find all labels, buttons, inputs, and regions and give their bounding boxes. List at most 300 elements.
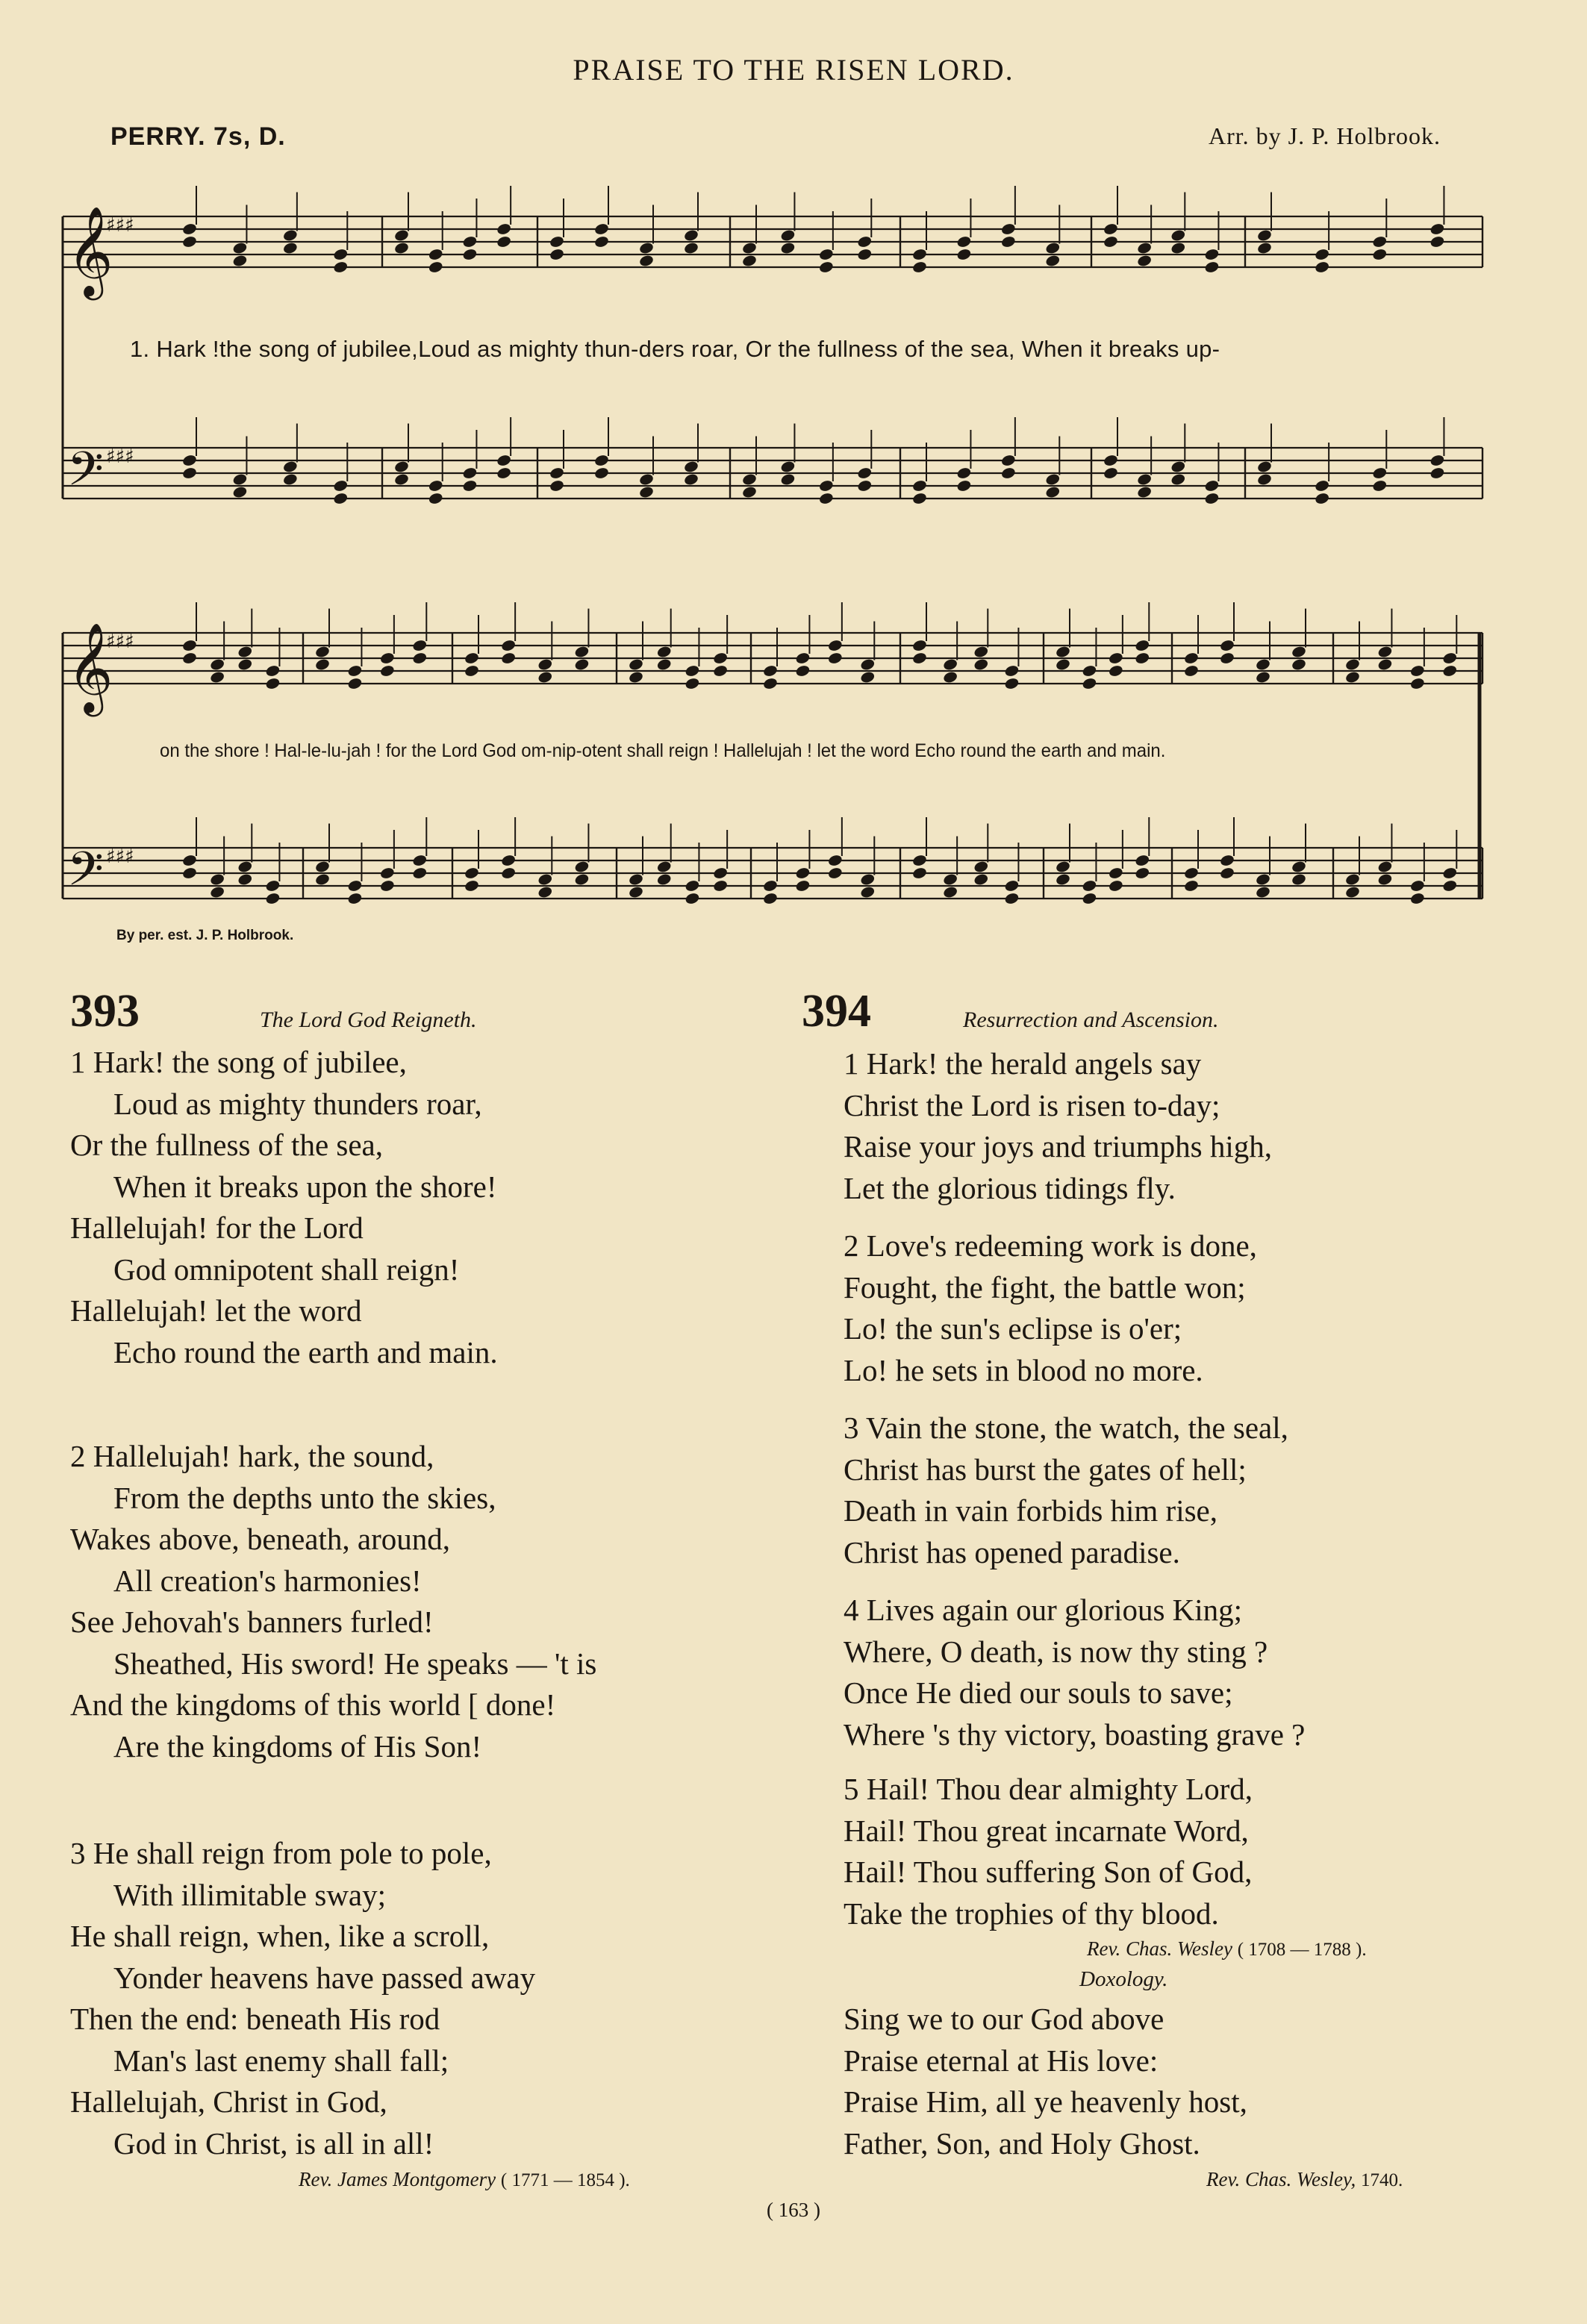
note-head (1219, 652, 1235, 665)
verse-line: Fought, the fight, the battle won; (844, 1269, 1246, 1305)
note-head (1344, 872, 1360, 886)
verse-line: 1 Hark! the herald angels say (844, 1046, 1202, 1081)
note-head (827, 854, 843, 867)
note-head (181, 235, 197, 249)
note-head (1136, 472, 1152, 486)
author-years: 1740. (1360, 2170, 1403, 2190)
note-head (379, 664, 395, 678)
note-head (973, 860, 989, 873)
note-head (1055, 645, 1070, 658)
permission-credit: By per. est. J. P. Holbrook. (116, 928, 294, 943)
hymn-394-stanza-3 (844, 1408, 1288, 1573)
verse-line: See Jehovah's banners furled! (70, 1605, 434, 1639)
note-head (1409, 879, 1425, 893)
note-head (942, 657, 958, 671)
note-head (780, 228, 796, 242)
note-head (549, 248, 564, 261)
note-head (232, 254, 248, 267)
note-head (1170, 472, 1186, 486)
note-head (1004, 879, 1020, 893)
note-head (347, 664, 363, 678)
author-name: Rev. James Montgomery (299, 2168, 496, 2190)
note-head (827, 639, 843, 652)
verse-line: 5 Hail! Thou dear almighty Lord, (844, 1772, 1253, 1806)
arranger-credit: Arr. by J. P. Holbrook. (1208, 122, 1441, 149)
note-head (1314, 248, 1329, 261)
note-head (1108, 879, 1123, 893)
key-signature-icon: ♯♯♯ (106, 446, 134, 468)
note-head (237, 872, 253, 886)
note-head (1204, 248, 1220, 261)
note-head (232, 472, 248, 486)
note-head (956, 466, 972, 480)
note-head (1045, 241, 1061, 254)
hymn-394-attribution (1087, 1937, 1367, 1961)
note-head (712, 879, 728, 893)
note-head (412, 652, 428, 665)
note-head (857, 479, 873, 493)
note-head (496, 454, 511, 467)
note-head (181, 454, 197, 467)
note-head (181, 222, 197, 236)
note-head (638, 241, 654, 254)
note-head (1291, 872, 1306, 886)
note-head (685, 664, 700, 678)
note-head (1204, 260, 1220, 274)
note-head (818, 492, 834, 505)
note-head (549, 235, 564, 249)
note-head (628, 670, 643, 684)
note-head (462, 479, 478, 493)
note-head (741, 254, 757, 267)
note-head (1103, 466, 1118, 480)
note-head (549, 479, 564, 493)
hymn-394-stanza-5 (844, 1769, 1253, 1934)
note-head (1204, 479, 1220, 493)
note-head (393, 228, 409, 242)
note-head (1082, 892, 1097, 905)
note-head (656, 872, 672, 886)
hymn-393-attribution (299, 2168, 630, 2191)
note-head (347, 892, 363, 905)
author-years: ( 1708 — 1788 ). (1237, 1940, 1367, 1960)
note-head (393, 472, 409, 486)
note-head (1344, 670, 1360, 684)
verse-line: 3 Vain the stone, the watch, the seal, (844, 1411, 1288, 1445)
note-head (1377, 645, 1393, 658)
verse-line: Man's last enemy shall fall; (113, 2043, 449, 2078)
note-head (1103, 235, 1118, 249)
note-head (1291, 860, 1306, 873)
note-head (1170, 460, 1186, 473)
verse-line: Let the glorious tidings fly. (844, 1170, 1176, 1205)
note-head (1344, 657, 1360, 671)
verse-line: Wakes above, beneath, around, (70, 1522, 450, 1556)
verse-line: 4 Lives again our glorious King; (844, 1593, 1243, 1627)
note-head (462, 248, 478, 261)
note-head (1082, 664, 1097, 678)
note-head (1344, 885, 1360, 899)
note-head (656, 645, 672, 658)
note-head (537, 872, 553, 886)
note-head (181, 866, 197, 880)
note-head (496, 466, 511, 480)
note-head (911, 652, 927, 665)
note-head (1372, 235, 1388, 249)
note-head (209, 885, 225, 899)
note-head (1055, 872, 1070, 886)
verse-line: From the depths unto the skies, (113, 1480, 496, 1515)
note-head (911, 479, 927, 493)
note-head (857, 466, 873, 480)
note-head (795, 664, 811, 678)
hymn-393-stanza-2 (70, 1436, 596, 1767)
note-head (780, 472, 796, 486)
note-head (741, 241, 757, 254)
note-head (537, 670, 553, 684)
note-head (1255, 670, 1270, 684)
verse-line: Are the kingdoms of His Son! (113, 1728, 482, 1764)
note-head (314, 645, 330, 658)
hymn-393-stanza-1 (70, 1042, 498, 1373)
note-head (683, 460, 699, 473)
note-head (181, 639, 197, 652)
music-score (0, 0, 1587, 955)
verse-line: Death in vain forbids him rise, (844, 1493, 1218, 1528)
note-head (1045, 485, 1061, 499)
note-head (1082, 677, 1097, 690)
note-head (282, 241, 298, 254)
note-head (1135, 639, 1150, 652)
note-head (911, 854, 927, 867)
bass-clef-icon: 𝄢 (67, 841, 104, 908)
note-head (1136, 254, 1152, 267)
note-head (1314, 260, 1329, 274)
note-head (232, 241, 248, 254)
note-head (1291, 645, 1306, 658)
note-head (500, 652, 516, 665)
note-head (628, 885, 643, 899)
verse-line: Christ the Lord is risen to-day; (844, 1087, 1220, 1122)
note-head (818, 479, 834, 493)
verse-line: Raise your joys and triumphs high, (844, 1129, 1272, 1163)
note-head (911, 492, 927, 505)
note-head (857, 248, 873, 261)
note-head (818, 248, 834, 261)
verse-line: 3 He shall reign from pole to pole, (70, 1836, 492, 1870)
note-head (1442, 866, 1458, 880)
note-head (1256, 241, 1272, 254)
note-head (712, 866, 728, 880)
key-signature-icon: ♯♯♯ (106, 214, 134, 237)
note-head (1082, 879, 1097, 893)
note-head (860, 885, 876, 899)
note-head (1135, 866, 1150, 880)
note-head (412, 854, 428, 867)
note-head (412, 639, 428, 652)
note-head (496, 235, 511, 249)
note-head (1000, 454, 1016, 467)
verse-line: Hallelujah! let the word (70, 1293, 362, 1328)
note-head (1135, 652, 1150, 665)
note-head (412, 866, 428, 880)
hymn-number-393: 393 (70, 986, 140, 1037)
note-head (911, 866, 927, 880)
note-head (1429, 466, 1445, 480)
note-head (1377, 657, 1393, 671)
verse-line: God in Christ, is all in all! (113, 2125, 434, 2161)
note-head (973, 657, 989, 671)
verse-line: He shall reign, when, like a scroll, (70, 1919, 490, 1953)
note-head (574, 657, 590, 671)
note-head (1429, 222, 1445, 236)
treble-clef-icon: 𝄞 (67, 205, 113, 296)
hymn-393-subtitle: The Lord God Reigneth. (260, 1008, 477, 1032)
note-head (1004, 677, 1020, 690)
note-head (956, 248, 972, 261)
verse-line: Lo! he sets in blood no more. (844, 1352, 1203, 1387)
verse-line: All creation's harmonies! (113, 1563, 422, 1598)
note-head (1136, 485, 1152, 499)
note-head (1409, 664, 1425, 678)
note-head (393, 460, 409, 473)
note-head (1183, 866, 1199, 880)
note-head (656, 860, 672, 873)
note-head (942, 885, 958, 899)
note-head (1103, 454, 1118, 467)
note-head (464, 652, 479, 665)
verse-line: Once He died our souls to save; (844, 1675, 1233, 1710)
note-head (638, 485, 654, 499)
key-signature-icon: ♯♯♯ (106, 846, 134, 868)
verse-line: Or the fullness of the sea, (70, 1128, 383, 1162)
note-head (780, 460, 796, 473)
note-head (683, 472, 699, 486)
note-head (593, 222, 609, 236)
note-head (181, 652, 197, 665)
note-head (1409, 892, 1425, 905)
note-head (237, 657, 253, 671)
note-head (628, 872, 643, 886)
note-head (818, 260, 834, 274)
doxology-stanza (844, 1999, 1247, 2164)
note-head (1170, 241, 1186, 254)
note-head (1108, 664, 1123, 678)
note-head (1255, 885, 1270, 899)
note-head (860, 657, 876, 671)
note-head (762, 664, 778, 678)
note-head (911, 639, 927, 652)
note-head (537, 885, 553, 899)
note-head (593, 466, 609, 480)
note-head (911, 260, 927, 274)
verse-line: With illimitable sway; (113, 1877, 387, 1912)
note-head (741, 485, 757, 499)
hymn-394-stanza-2 (844, 1225, 1257, 1391)
note-head (780, 241, 796, 254)
note-head (1377, 860, 1393, 873)
note-head (956, 479, 972, 493)
note-head (282, 228, 298, 242)
note-head (683, 241, 699, 254)
note-head (428, 479, 443, 493)
verse-line: 1 Hark! the song of jubilee, (70, 1045, 407, 1079)
note-head (1442, 879, 1458, 893)
note-head (464, 664, 479, 678)
note-head (1004, 664, 1020, 678)
verse-line: Yonder heavens have passed away (113, 1960, 536, 1995)
note-head (712, 664, 728, 678)
note-head (795, 879, 811, 893)
note-head (496, 222, 511, 236)
note-head (973, 872, 989, 886)
note-head (1183, 879, 1199, 893)
verse-line: Hail! Thou suffering Son of God, (844, 1855, 1253, 1889)
note-head (860, 670, 876, 684)
note-head (265, 664, 281, 678)
tune-name: PERRY. 7s, D. (110, 122, 286, 151)
hymn-393-stanza-3 (70, 1833, 535, 2164)
note-head (393, 241, 409, 254)
note-head (181, 854, 197, 867)
note-head (685, 892, 700, 905)
note-head (428, 492, 443, 505)
note-head (942, 670, 958, 684)
note-head (1219, 866, 1235, 880)
note-head (1170, 228, 1186, 242)
note-head (795, 652, 811, 665)
note-head (1255, 872, 1270, 886)
note-head (500, 854, 516, 867)
note-head (333, 248, 349, 261)
verse-line: Praise eternal at His love: (844, 2043, 1159, 2078)
note-head (911, 248, 927, 261)
note-head (265, 677, 281, 690)
verse-line: And the kingdoms of this world [ done! (70, 1687, 556, 1722)
note-head (1045, 472, 1061, 486)
note-head (1256, 228, 1272, 242)
note-head (232, 485, 248, 499)
note-head (973, 645, 989, 658)
note-head (462, 466, 478, 480)
note-head (500, 639, 516, 652)
note-head (1372, 479, 1388, 493)
note-head (1136, 241, 1152, 254)
note-head (1256, 460, 1272, 473)
note-head (1000, 222, 1016, 236)
verse-line: 2 Hallelujah! hark, the sound, (70, 1439, 434, 1473)
doxology-title: Doxology. (1079, 1967, 1168, 1991)
note-head (237, 860, 253, 873)
author-name: Rev. Chas. Wesley (1087, 1937, 1232, 1960)
verse-line: Where, O death, is now thy sting ? (844, 1634, 1268, 1669)
note-head (795, 866, 811, 880)
note-head (628, 657, 643, 671)
page-title: PRAISE TO THE RISEN LORD. (573, 53, 1014, 87)
note-head (549, 466, 564, 480)
note-head (574, 872, 590, 886)
note-head (1219, 639, 1235, 652)
verse-line: Loud as mighty thunders roar, (113, 1086, 482, 1121)
verse-line: Lo! the sun's eclipse is o'er; (844, 1311, 1182, 1346)
note-head (1291, 657, 1306, 671)
note-head (379, 879, 395, 893)
note-head (1429, 235, 1445, 249)
note-head (762, 879, 778, 893)
doxology-attribution (1206, 2168, 1403, 2191)
note-head (265, 892, 281, 905)
note-head (1372, 466, 1388, 480)
note-head (593, 454, 609, 467)
verse-line: 2 Love's redeeming work is done, (844, 1228, 1257, 1263)
note-head (1055, 860, 1070, 873)
verse-line: Then the end: beneath His rod (70, 2002, 440, 2036)
note-head (857, 235, 873, 249)
key-signature-icon: ♯♯♯ (106, 631, 134, 653)
note-head (827, 866, 843, 880)
note-head (1314, 479, 1329, 493)
verse-line: Father, Son, and Holy Ghost. (844, 2125, 1200, 2161)
note-head (209, 657, 225, 671)
note-head (1103, 222, 1118, 236)
note-head (1442, 652, 1458, 665)
note-head (1055, 657, 1070, 671)
note-head (860, 872, 876, 886)
note-head (333, 260, 349, 274)
hymn-number-394: 394 (802, 986, 871, 1037)
note-head (956, 235, 972, 249)
note-head (1429, 454, 1445, 467)
note-head (1409, 677, 1425, 690)
author-name: Rev. Chas. Wesley, (1206, 2168, 1356, 2190)
verse-line: Take the trophies of thy blood. (844, 1896, 1219, 1931)
note-head (656, 657, 672, 671)
note-head (314, 657, 330, 671)
note-head (827, 652, 843, 665)
note-head (347, 677, 363, 690)
verse-line: Christ has burst the gates of hell; (844, 1452, 1247, 1487)
verse-line: Hail! Thou great incarnate Word, (844, 1813, 1249, 1848)
verse-line: When it breaks upon the shore! (113, 1169, 497, 1204)
hymn-394-stanza-4 (844, 1590, 1305, 1755)
note-head (1377, 872, 1393, 886)
note-head (1045, 254, 1061, 267)
note-head (741, 472, 757, 486)
note-head (1372, 248, 1388, 261)
note-head (462, 235, 478, 249)
note-head (314, 860, 330, 873)
note-head (1004, 892, 1020, 905)
score-lyrics-line-1: 1. Hark !the song of jubilee,Loud as mighty thun-ders roar, Or the fullness of the sea, When it breaks up- (130, 336, 1220, 362)
verse-line: God omnipotent shall reign! (113, 1252, 460, 1287)
score-lyrics-line-2: on the shore ! Hal-le-lu-jah ! for the Lord God om-nip-otent shall reign ! Hallelujah ! let the word Echo round the earth and main. (160, 740, 1166, 761)
note-head (1219, 854, 1235, 867)
bass-clef-icon: 𝄢 (67, 441, 104, 507)
note-head (464, 866, 479, 880)
note-head (428, 260, 443, 274)
note-head (464, 879, 479, 893)
note-head (333, 479, 349, 493)
note-head (347, 879, 363, 893)
note-head (379, 866, 395, 880)
note-head (1183, 664, 1199, 678)
note-head (638, 472, 654, 486)
note-head (942, 872, 958, 886)
note-head (1108, 652, 1123, 665)
verse-line: Hallelujah, Christ in God, (70, 2084, 387, 2119)
note-head (1442, 664, 1458, 678)
note-head (265, 879, 281, 893)
